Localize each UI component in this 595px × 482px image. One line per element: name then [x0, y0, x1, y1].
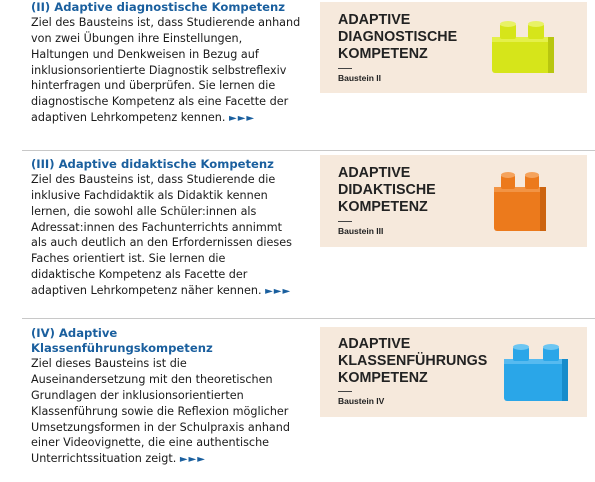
- card-divider: [338, 391, 352, 392]
- module-text: [31, 0, 301, 127]
- module-title-link[interactable]: (IV) Adaptive Klassenführungskompetenz: [31, 326, 213, 356]
- module-title-link[interactable]: (II) Adaptive diagnostische Kompetenz: [31, 0, 285, 14]
- module-baustein-ii: [0, 0, 595, 148]
- blue-lego-brick-icon: [500, 339, 572, 403]
- read-more-link[interactable]: ►►►: [179, 454, 206, 466]
- card-divider: [338, 68, 352, 69]
- module-description-text: Ziel des Bausteins ist, dass Studierende die inklusive Fachdidaktik als Didaktik kennen lernen, die sowohl alle Schüler:innen als Adressat:innen des Fachunterrichts annimmt als auch deutlich an den Erfordernissen dieses Faches orientiert ist. Sie lernen die didaktische Kompetenz als Facette der adaptiven Lehrkompetenz näher kennen.: [31, 173, 292, 297]
- orange-lego-brick-icon: [490, 167, 550, 233]
- card-title-line-3: KOMPETENZ: [338, 370, 428, 386]
- module-baustein-iv: [0, 323, 595, 482]
- module-text: [31, 157, 301, 300]
- module-description: [31, 356, 295, 468]
- card-title-line-3: KOMPETENZ: [338, 199, 428, 215]
- module-description-text: Ziel des Bausteins ist, dass Studierende anhand von zwei Übungen ihre Einstellungen, Haltungen und Denkweisen in Bezug auf inklusionsorientierte Diagnostik selbstreflexiv hinterfragen und überprüfen. Sie lernen die diagnostische Kompetenz als eine Facette der adaptiven Lehrkompetenz kennen.: [31, 16, 301, 124]
- module-card-image[interactable]: [320, 327, 587, 417]
- card-title-line-2: DIDAKTISCHE: [338, 182, 436, 198]
- card-subtitle: Baustein IV: [338, 396, 385, 406]
- card-title-line-1: ADAPTIVE: [338, 12, 411, 28]
- card-title-line-2: KLASSENFÜHRUNGS: [338, 353, 488, 369]
- card-divider: [338, 221, 352, 222]
- module-separator: [22, 150, 595, 151]
- read-more-link[interactable]: ►►►: [229, 112, 256, 124]
- card-title-line-2: DIAGNOSTISCHE: [338, 29, 458, 45]
- module-card-image[interactable]: [320, 155, 587, 247]
- module-separator: [22, 318, 595, 319]
- card-title-line-3: KOMPETENZ: [338, 46, 428, 62]
- module-description: [31, 15, 301, 127]
- module-text: [31, 326, 301, 468]
- module-baustein-iii: [0, 155, 595, 315]
- card-title-line-1: ADAPTIVE: [338, 336, 411, 352]
- module-title-link[interactable]: (III) Adaptive didaktische Kompetenz: [31, 157, 274, 171]
- module-card-image[interactable]: [320, 2, 587, 93]
- module-description-text: Ziel dieses Bausteins ist die Auseinandersetzung mit den theoretischen Grundlagen der inklusionsorientierten Klassenführung sowie die Reflexion möglicher Umsetzungsformen in der Schulpraxis anhand einer Videovignette, die eine authentische Unterrichtssituation zeigt.: [31, 357, 290, 466]
- card-title-line-1: ADAPTIVE: [338, 165, 411, 181]
- card-subtitle: Baustein II: [338, 73, 381, 83]
- card-subtitle: Baustein III: [338, 226, 384, 236]
- yellow-lego-brick-icon: [488, 15, 558, 75]
- read-more-link[interactable]: ►►►: [265, 285, 292, 297]
- module-description: [31, 172, 293, 299]
